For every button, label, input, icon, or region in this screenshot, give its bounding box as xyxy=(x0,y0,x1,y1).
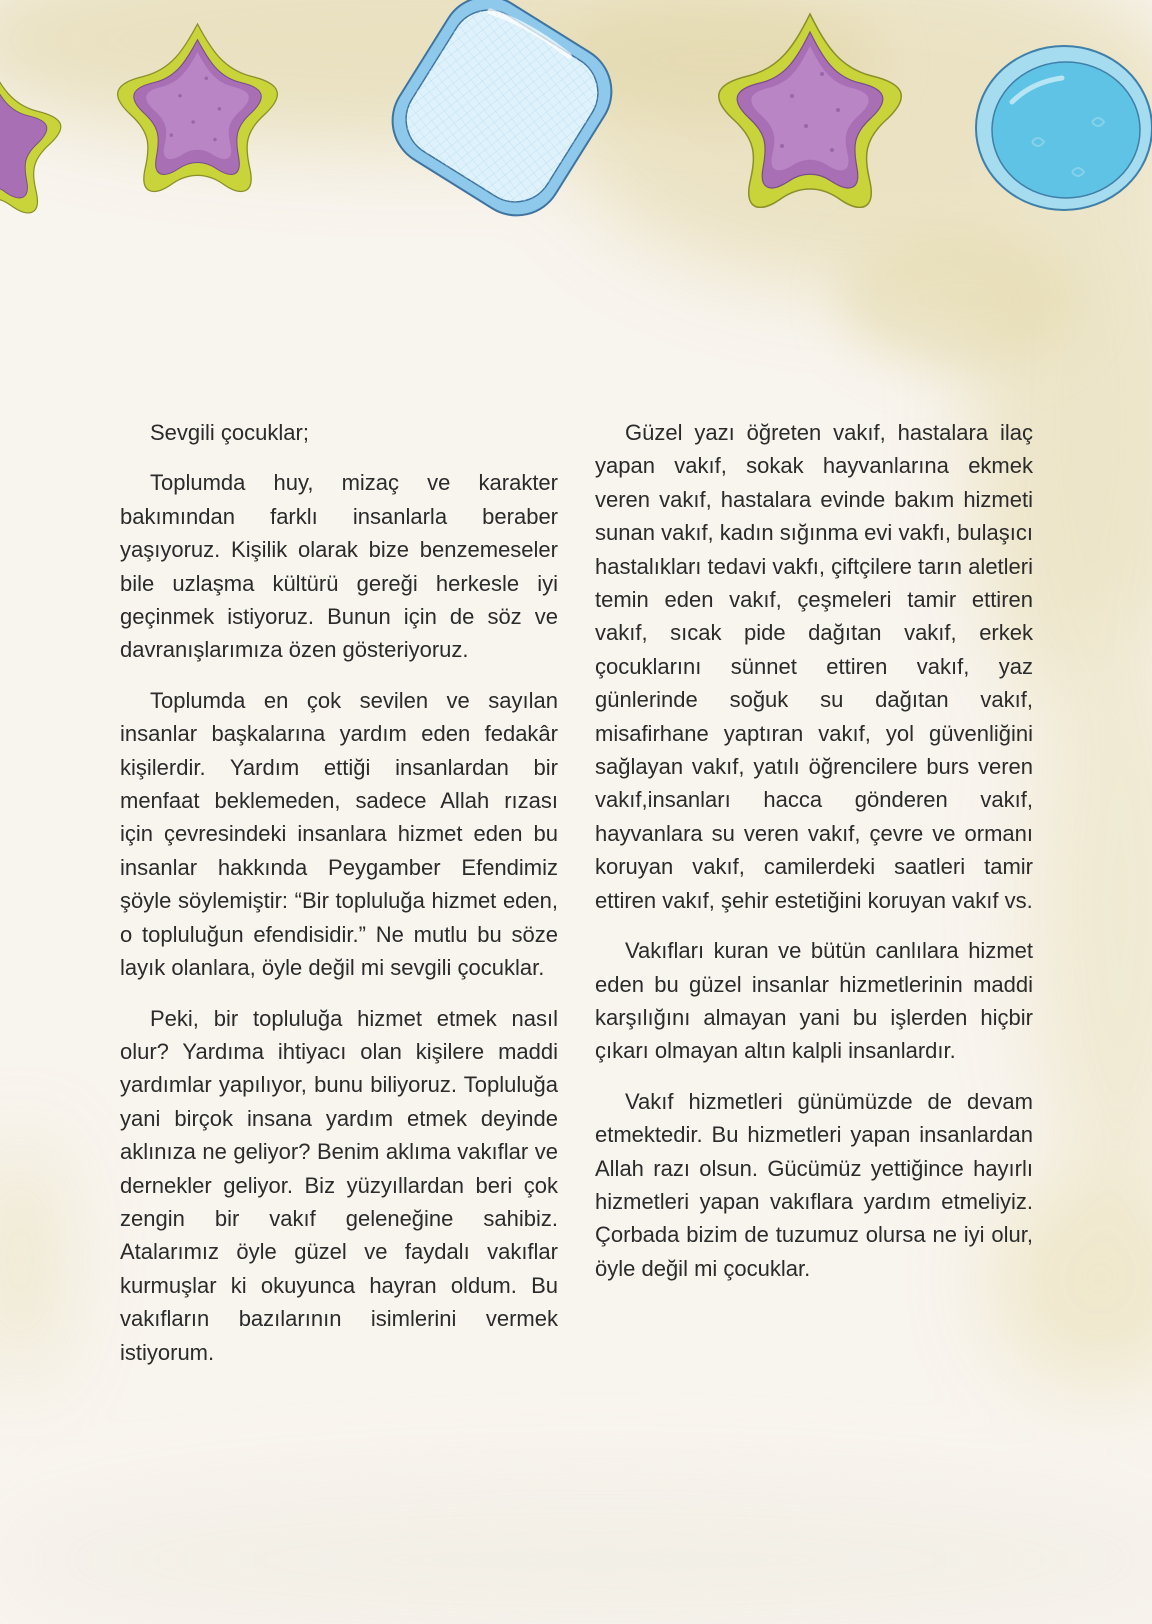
paragraph: Güzel yazı öğreten vakıf, hastalara ilaç yapan vakıf, sokak hayvanlarına ekmek veren vakıf, hastalara evinde bakım hizmeti sunan vakıf, kadın sığınma evi vakfı, bulaşıcı hastalıkları tedavi vakfı, çiftçilere tarın aletleri temin eden vakıf, çeşmeleri tamir ettiren vakıf, sıcak pide dağıtan vakıf, erkek çocuklarını sünnet ettiren vakıf, yaz günlerinde soğuk su dağıtan vakıf, misafirhane yaptıran vakıf, yol güvenliğini sağlayan vakıf, yatılı öğrencilere burs veren vakıf,insanları hacca gönderen vakıf, hayvanlara su veren vakıf, çevre ve ormanı koruyan vakıf, camilerdeki saatleri tamir ettiren vakıf, şehir estetiğini koruyan vakıf vs. xyxy=(595,420,1033,913)
paragraph: Vakıf hizmetleri günümüzde de devam etmektedir. Bu hizmetleri yapan insanlardan Allah razı olsun. Gücümüz yettiğince hayırlı hizmetleri yapan vakıflara yardım etmeliyiz. Çorbada bizim de tuzumuz olursa ne iyi olur, öyle değil mi çocuklar. xyxy=(595,1088,1033,1281)
greeting-paragraph: Sevgili çocuklar; xyxy=(150,420,309,445)
paragraph: Peki, bir topluluğa hizmet etmek nasıl olur? Yardıma ihtiyacı olan kişilere maddi yardımlar yapılıyor, bunu biliyoruz. Topluluğa yani birçok insana yardım etmek deyinde aklınıza ne geliyor? Benim aklıma vakıflar ve dernekler geliyor. Biz yüzyıllardan beri çok zengin bir vakıf geleneğine sahibiz. Atalarımız öyle güzel ve faydalı vakıflar kurmuşlar ki okuyunca hayran oldum. Bu vakıfların bazılarının isimlerini vermek istiyorum. xyxy=(120,1005,558,1365)
paragraph: Toplumda huy, mizaç ve karakter bakımından farklı insanlarla beraber yaşıyoruz. Kişilik olarak bize benzemeseler bile uzlaşma kültürü gereği herkesle iyi geçinmek istiyoruz. Bunun için de söz ve davranışlarımıza özen gösteriyoruz. xyxy=(120,470,558,663)
round-pool-icon xyxy=(972,42,1152,214)
star-pool-icon xyxy=(110,12,285,197)
star-pool-icon xyxy=(710,8,910,208)
star-pool-icon xyxy=(0,35,70,235)
right-text-column xyxy=(595,416,1033,1302)
paragraph: Toplumda en çok sevilen ve sayılan insanlar başkalarına yardım eden fedakâr kişilerdir. Yardım ettiği insanlardan bir menfaat beklemeden, sadece Allah rızası için çevresindeki insanlara hizmet eden bu insanlar hakkında Peygamber Efendimiz şöyle söylemiştir: “Bir topluluğa hizmet eden, o topluluğun efendisidir.” Ne mutlu bu söze layık olanlara, öyle değil mi sevgili çocuklar. xyxy=(120,687,558,981)
paragraph: Vakıfları kuran ve bütün canlılara hizmet eden bu güzel insanlar hizmetlerinin maddi karşılığını almayan yani bu işlerden hiçbir çıkarı olmayan altın kalpli insanlardır. xyxy=(595,938,1033,1064)
square-pool-icon xyxy=(382,0,622,230)
left-text-column xyxy=(120,416,558,1386)
